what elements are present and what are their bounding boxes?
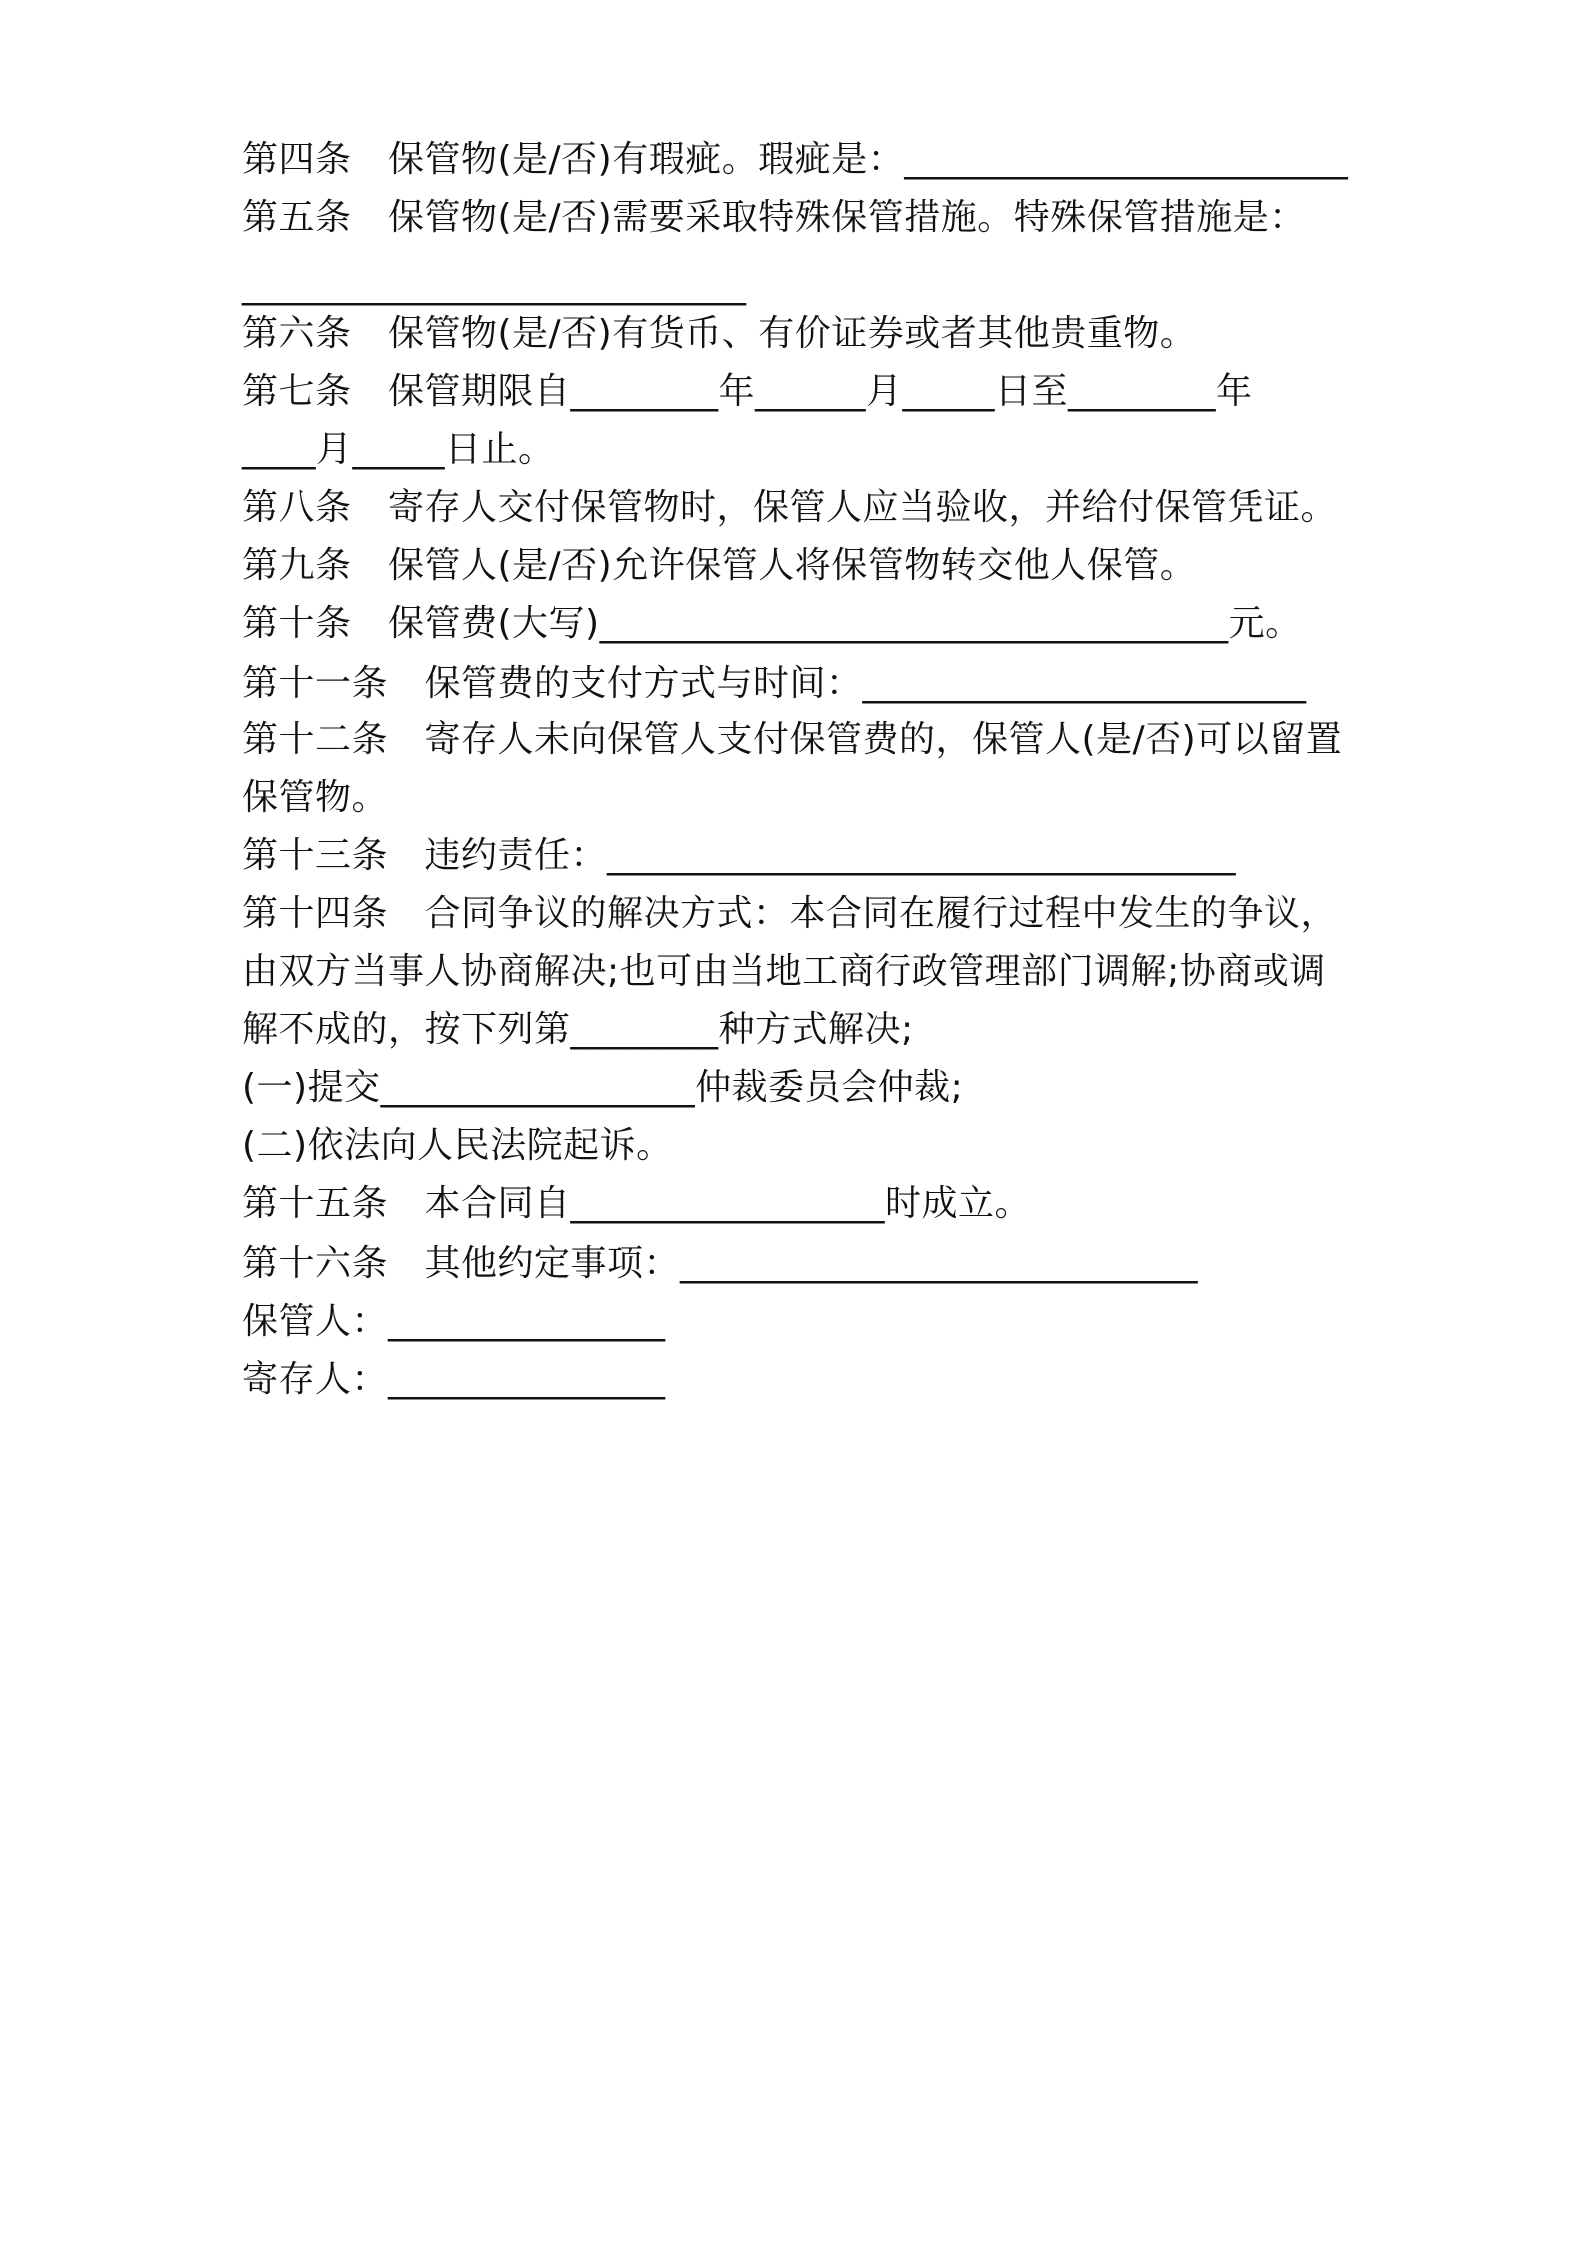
dispute-option-court: (二)依法向人民法院起诉。	[242, 1125, 673, 1166]
clause-14-continued-2: 解不成的，按下列第________种方式解决;	[242, 1009, 914, 1050]
clause-6: 第六条 保管物(是/否)有货币、有价证券或者其他贵重物。	[242, 313, 1197, 354]
custodian-signature-line: 保管人：_______________	[242, 1301, 666, 1342]
clause-4: 第四条 保管物(是/否)有瑕疵。瑕疵是：________________________	[242, 139, 1349, 180]
clause-10: 第十条 保管费(大写)__________________________________元。	[242, 603, 1302, 644]
clause-13: 第十三条 违约责任：__________________________________	[242, 835, 1237, 876]
clause-12-continued: 保管物。	[242, 777, 389, 818]
clause-14: 第十四条 合同争议的解决方式：本合同在履行过程中发生的争议，	[242, 893, 1338, 934]
clause-5-blank: ____________________________	[242, 265, 746, 306]
clause-7-continued: ____月_____日止。	[242, 429, 555, 470]
clause-14-continued-1: 由双方当事人协商解决;也可由当地工商行政管理部门调解;协商或调	[242, 951, 1326, 992]
dispute-option-arbitration: (一)提交_________________仲裁委员会仲裁;	[242, 1067, 964, 1108]
clause-12: 第十二条 寄存人未向保管人支付保管费的，保管人(是/否)可以留置	[242, 719, 1343, 760]
clause-15: 第十五条 本合同自_________________时成立。	[242, 1183, 1032, 1224]
clause-8: 第八条 寄存人交付保管物时，保管人应当验收，并给付保管凭证。	[242, 487, 1338, 528]
clause-16: 第十六条 其他约定事项：____________________________	[242, 1243, 1199, 1284]
clause-11: 第十一条 保管费的支付方式与时间：________________________	[242, 663, 1307, 704]
clause-9: 第九条 保管人(是/否)允许保管人将保管物转交他人保管。	[242, 545, 1197, 586]
clause-5: 第五条 保管物(是/否)需要采取特殊保管措施。特殊保管措施是：	[242, 197, 1306, 238]
clause-7: 第七条 保管期限自________年______月_____日至________年	[242, 371, 1253, 412]
depositor-signature-line: 寄存人：_______________	[242, 1359, 666, 1400]
